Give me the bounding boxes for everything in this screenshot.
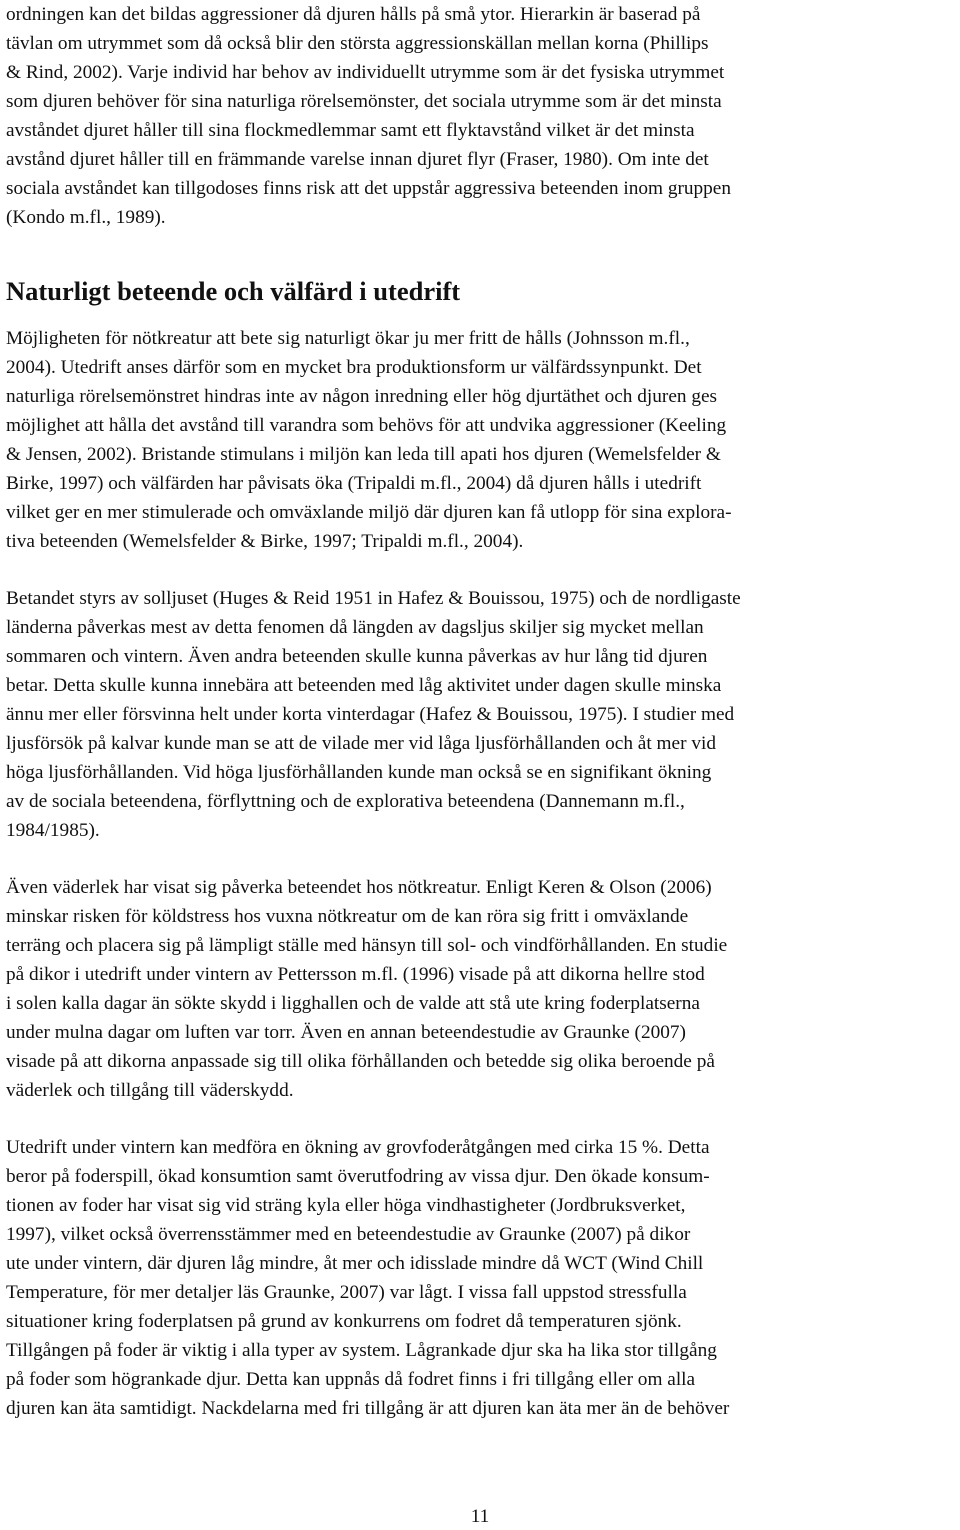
paragraph-winter-feeding	[6, 1133, 956, 1423]
text-line: beror på foderspill, ökad konsumtion samt överutfodring av vissa djur. Den ökade konsum-	[6, 1166, 710, 1187]
text-line: på foder som högrankade djur. Detta kan uppnås då fodret finns i fri tillgång eller om alla	[6, 1369, 696, 1390]
text-line: Betandet styrs av solljuset (Huges & Reid 1951 in Hafez & Bouissou, 1975) och de nordligaste	[6, 588, 741, 609]
text-line: 1984/1985).	[6, 820, 100, 841]
text-line: naturliga rörelsemönstret hindras inte av någon inredning eller hög djurtäthet och djuren ges	[6, 386, 718, 407]
text-line: vilket ger en mer stimulerade och omväxlande miljö där djuren kan få utlopp för sina explora-	[6, 502, 732, 523]
page-number: 11	[470, 1506, 490, 1527]
text-line: & Rind, 2002). Varje individ har behov av individuellt utrymme som är det fysiska utrymmet	[6, 62, 725, 83]
text-line: möjlighet att hålla det avstånd till varandra som behövs för att undvika aggressioner (Keeling	[6, 415, 727, 436]
text-line: av de sociala beteendena, förflyttning och de explorativa beteendena (Dannemann m.fl.,	[6, 791, 685, 812]
text-line: ännu mer eller försvinna helt under korta vinterdagar (Hafez & Bouissou, 1975). I studier med	[6, 704, 735, 725]
text-line: sommaren och vintern. Även andra beteenden skulle kunna påverkas av hur lång tid djuren	[6, 646, 708, 667]
text-line: avståndet djuret håller till sina flockmedlemmar samt ett flyktavstånd vilket är det minsta	[6, 120, 695, 141]
text-line: ljusförsök på kalvar kunde man se att de vilade mer vid låga ljusförhållanden och åt mer vid	[6, 733, 716, 754]
text-line: tävlan om utrymmet som då också blir den största aggressionskällan mellan korna (Phillips	[6, 33, 709, 54]
text-line: Tillgången på foder är viktig i alla typer av system. Lågrankade djur ska ha lika stor tillgång	[6, 1340, 717, 1361]
text-line: & Jensen, 2002). Bristande stimulans i miljön kan leda till apati hos djuren (Wemelsfelder &	[6, 444, 721, 465]
text-line: tiva beteenden (Wemelsfelder & Birke, 1997; Tripaldi m.fl., 2004).	[6, 531, 524, 552]
text-line: avstånd djuret håller till en främmande varelse innan djuret flyr (Fraser, 1980). Om inte det	[6, 149, 709, 170]
text-line: höga ljusförhållanden. Vid höga ljusförhållanden kunde man också se en signifikant ökning	[6, 762, 712, 783]
text-line: terräng och placera sig på lämpligt ställe med hänsyn till sol- och vindförhållanden. En studie	[6, 935, 728, 956]
text-line: som djuren behöver för sina naturliga rörelsemönster, det sociala utrymme som är det minsta	[6, 91, 722, 112]
text-line: ordningen kan det bildas aggressioner då djuren hålls på små ytor. Hierarkin är baserad på	[6, 4, 701, 25]
text-line: (Kondo m.fl., 1989).	[6, 207, 166, 228]
text-line: 1997), vilket också överrensstämmer med en beteendestudie av Graunke (2007) på dikor	[6, 1224, 691, 1245]
section-heading: Naturligt beteende och välfärd i utedrift	[6, 276, 461, 306]
document-page	[6, 0, 956, 1423]
paragraph-social-space	[6, 0, 956, 232]
text-line: ute under vintern, där djuren låg mindre, åt mer och idisslade mindre då WCT (Wind Chill	[6, 1253, 704, 1274]
text-line: Även väderlek har visat sig påverka beteendet hos nötkreatur. Enligt Keren & Olson (2006)	[6, 877, 712, 898]
text-line: 2004). Utedrift anses därför som en mycket bra produktionsform ur välfärdssynpunkt. Det	[6, 357, 702, 378]
text-line: Birke, 1997) och välfärden har påvisats öka (Tripaldi m.fl., 2004) då djuren hålls i utedrift	[6, 473, 702, 494]
text-line: situationer kring foderplatsen på grund av konkurrens om fodret då temperaturen sjönk.	[6, 1311, 682, 1332]
text-line: Temperature, för mer detaljer läs Graunke, 2007) var lågt. I vissa fall uppstod stressfulla	[6, 1282, 687, 1303]
text-line: länderna påverkas mest av detta fenomen då längden av dagsljus skiljer sig mycket mellan	[6, 617, 704, 638]
paragraph-sunlight-grazing	[6, 584, 956, 845]
text-line: väderlek och tillgång till väderskydd.	[6, 1080, 294, 1101]
text-line: i solen kalla dagar än sökte skydd i ligghallen och de valde att stå ute kring foderplatserna	[6, 993, 700, 1014]
text-line: betar. Detta skulle kunna innebära att beteenden med låg aktivitet under dagen skulle minska	[6, 675, 722, 696]
text-line: sociala avståndet kan tillgodoses finns risk att det uppstår aggressiva beteenden inom gruppen	[6, 178, 732, 199]
text-line: djuren kan äta samtidigt. Nackdelarna med fri tillgång är att djuren kan äta mer än de behöver	[6, 1398, 730, 1419]
text-line: visade på att dikorna anpassade sig till olika förhållanden och betedde sig olika beroende på	[6, 1051, 715, 1072]
text-line: under mulna dagar om luften var torr. Även en annan beteendestudie av Graunke (2007)	[6, 1022, 686, 1043]
text-line: Möjligheten för nötkreatur att bete sig naturligt ökar ju mer fritt de hålls (Johnsson m.fl.,	[6, 328, 690, 349]
paragraph-weather	[6, 873, 956, 1105]
text-line: på dikor i utedrift under vintern av Pettersson m.fl. (1996) visade på att dikorna hellre stod	[6, 964, 705, 985]
paragraph-natural-behaviour	[6, 324, 956, 556]
text-line: tionen av foder har visat sig vid sträng kyla eller höga vindhastigheter (Jordbruksverket,	[6, 1195, 686, 1216]
text-line: Utedrift under vintern kan medföra en ökning av grovfoderåtgången med cirka 15 %. Detta	[6, 1137, 710, 1158]
text-line: minskar risken för köldstress hos vuxna nötkreatur om de kan röra sig fritt i omväxlande	[6, 906, 689, 927]
